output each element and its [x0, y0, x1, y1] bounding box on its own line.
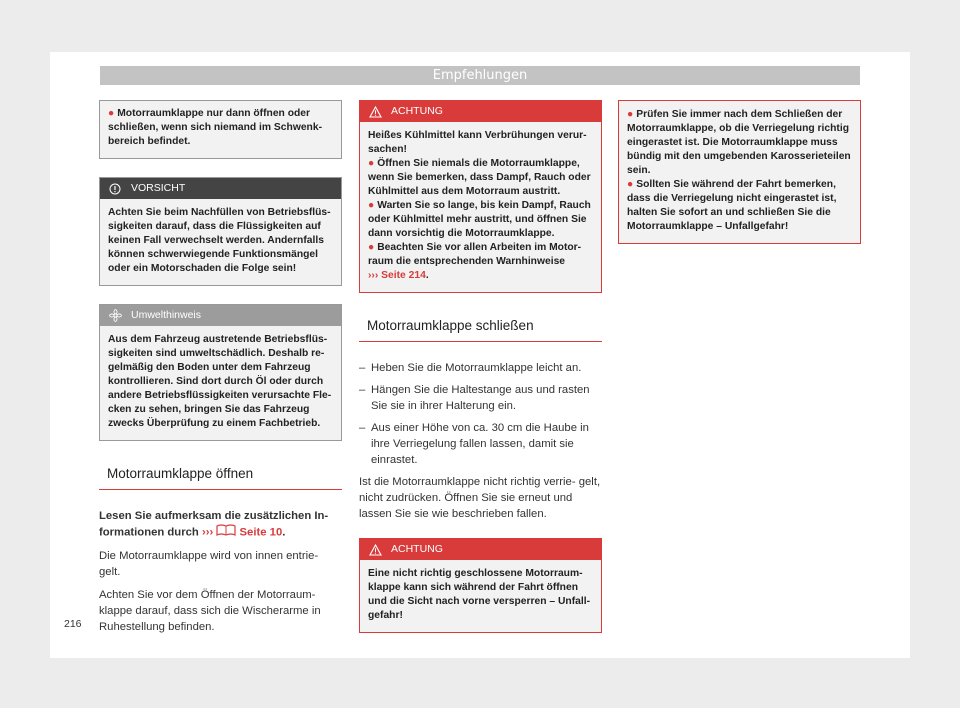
section-title-oeffnen: Motorraumklappe öffnen — [99, 463, 342, 490]
achtung-header-1 — [360, 101, 601, 122]
bullet-icon: ● — [627, 109, 634, 120]
vorsicht-text: Achten Sie beim Nachfüllen von Betriebsflüs- sigkeiten darauf, dass die Flüssigkeiten auf keinen Fall verwechselt werden. Andernfalls können schwerwiegende Funktionsmängel oder ein Motorschaden die Folge sein! — [108, 207, 331, 274]
lead-ref-link[interactable]: Seite 10 — [239, 526, 283, 539]
list-item: – Heben Sie die Motorraumklappe leicht an. — [359, 362, 582, 374]
warning-triangle-icon — [368, 543, 382, 557]
ref-arrow-icon: ››› — [368, 270, 379, 281]
umwelt-box — [99, 304, 342, 441]
umwelt-header — [100, 305, 341, 326]
continuation-bullet-2: Sollten Sie während der Fahrt bemerken, dass die Verriegelung nicht eingerastet ist, halten Sie sofort an und schließen Sie die Motorraumklappe – Unfallgefahr! — [627, 179, 837, 232]
page-header: Empfehlungen — [100, 66, 860, 85]
bullet-icon: ● — [627, 179, 634, 190]
page-number: 216 — [64, 618, 82, 630]
vorsicht-box — [99, 177, 342, 286]
intro-box — [99, 100, 342, 159]
ref-arrow-icon: ››› — [201, 526, 214, 539]
column-2 — [359, 100, 602, 651]
book-icon — [216, 524, 236, 541]
list-item: – Hängen Sie die Haltestange aus und rasten Sie sie in ihrer Halterung ein. — [359, 384, 590, 412]
paragraph-schliessen: Ist die Motorraumklappe nicht richtig verrie- gelt, nicht zudrücken. Öffnen Sie sie erneut und lassen Sie sie wie beschrieben fallen. — [359, 476, 601, 520]
achtung-label-1: ACHTUNG — [391, 105, 443, 117]
achtung-text-2: Eine nicht richtig geschlossene Motorraum- klappe kann sich während der Fahrt öffnen und die Sicht nach vorne versperren – Unfall- gefahr! — [368, 568, 591, 621]
bullet-icon: ● — [368, 200, 375, 211]
achtung-label-2: ACHTUNG — [391, 543, 443, 555]
achtung-box-1: ACHTUNG Heißes Kühlmittel kann Verbrühungen verur- sachen! ● Öffnen Sie niemals die Motorraumklappe, wenn Sie bemerken, dass Dampf, Rauch oder Kühlmittel aus dem Motorraum austritt. ● Warten Sie so lange, bis kein Dampf, Rauch oder Kühlmittel mehr austritt, und öffnen Sie dann vorsichtig die Motorraumklappe. ● Beachten Sie vor allen Arbeiten im Motor- raum die entsprechenden Warnhinweise ››› Seite 214. — [359, 100, 602, 293]
bullet-icon: ● — [368, 242, 375, 253]
flower-icon — [108, 309, 122, 323]
column-1 — [99, 100, 342, 642]
achtung-header-2 — [360, 539, 601, 560]
warning-triangle-icon — [368, 105, 382, 119]
info-circle-icon — [108, 182, 122, 196]
paragraph-2: Achten Sie vor dem Öffnen der Motorraum- klappe darauf, dass sich die Wischerarme in Ruhestellung befinden. — [99, 589, 321, 633]
bullet-icon: ● — [368, 158, 375, 169]
bullet-icon: ● — [108, 108, 115, 119]
achtung-bullet-1: Öffnen Sie niemals die Motorraumklappe, wenn Sie bemerken, dass Dampf, Rauch oder Kühlmittel aus dem Motorraum austritt. — [368, 158, 591, 197]
vorsicht-header — [100, 178, 341, 199]
list-item: – Aus einer Höhe von ca. 30 cm die Haube in ihre Verriegelung fallen lassen, damit sie einrastet. — [359, 422, 589, 466]
achtung-bullet-3: Beachten Sie vor allen Arbeiten im Motor- raum die entsprechenden Warnhinweise — [368, 242, 582, 267]
warning-continuation-box — [618, 100, 861, 244]
achtung-lead: Heißes Kühlmittel kann Verbrühungen verur- sachen! — [368, 130, 587, 155]
intro-bullet-text: Motorraumklappe nur dann öffnen oder schließen, wenn sich niemand im Schwenk- bereich befindet. — [108, 108, 323, 147]
achtung-ref-link[interactable]: Seite 214 — [381, 270, 426, 281]
umwelt-text: Aus dem Fahrzeug austretende Betriebsflüs- sigkeiten sind umweltschädlich. Deshalb re- gelmäßig den Boden unter dem Fahrzeug kontrollieren. Sind dort durch Öl oder durch andere Betriebsflüssigkeiten verursachte Fle- cken zu sehen, bringen Sie das Fahrzeug zwecks Überprüfung zu einem Fachbetrieb. — [108, 334, 332, 429]
lead-paragraph: Lesen Sie aufmerksam die zusätzlichen In- formationen durch ››› Seite 10. — [99, 508, 342, 541]
achtung-bullet-2: Warten Sie so lange, bis kein Dampf, Rauch oder Kühlmittel mehr austritt, und öffnen Sie dann vorsichtig die Motorraumklappe. — [368, 200, 591, 239]
continuation-bullet-1: Prüfen Sie immer nach dem Schließen der Motorraumklappe, ob die Verriegelung richtig eingerastet ist. Die Motorraumklappe muss bündig mit den umgebenden Karosserieteilen sein. — [627, 109, 851, 176]
achtung-box-2 — [359, 538, 602, 633]
vorsicht-label: VORSICHT — [131, 182, 186, 194]
column-3 — [618, 100, 861, 262]
paragraph-1: Die Motorraumklappe wird von innen entrie- gelt. — [99, 550, 319, 578]
umwelt-label: Umwelthinweis — [131, 309, 202, 321]
section-title-schliessen: Motorraumklappe schließen — [359, 315, 602, 342]
